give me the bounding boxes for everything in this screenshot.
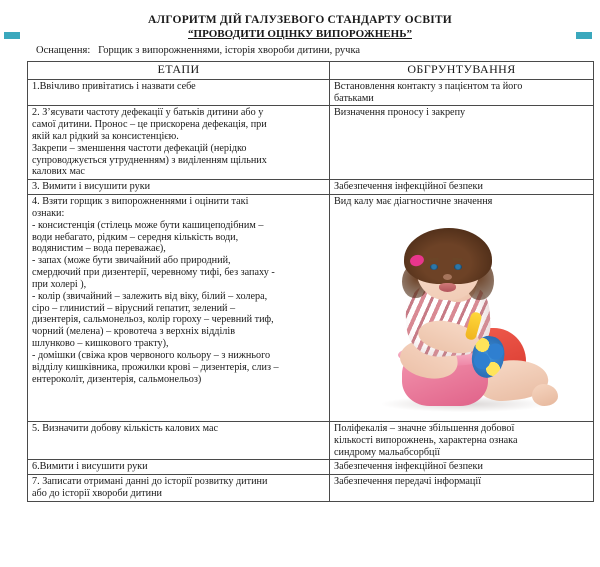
table-row	[28, 106, 594, 180]
etapy-line: при холері ),	[32, 278, 87, 290]
obgruntuvannya-line: Забезпечення передачі інформації	[334, 476, 482, 488]
etapy-line: - консистенція (стілець може бути кашицеподібним –	[32, 219, 264, 231]
etapy-lines	[32, 81, 326, 102]
spacer-line	[32, 435, 326, 444]
cell-etapy	[28, 475, 330, 502]
page-title: АЛГОРИТМ ДІЙ ГАЛУЗЕВОГО СТАНДАРТУ ОСВІТИ	[148, 14, 452, 26]
obgruntuvannya-line: Поліфекалія – значне збільшення добової	[334, 422, 515, 434]
etapy-line: якій кал рідкий за консистенцією.	[32, 131, 179, 142]
etapy-line: - колір (звичайний – залежить від віку, білий – холера,	[32, 290, 268, 302]
etapy-line: 7. Записати отримані данні до історії розвитку дитини	[32, 476, 268, 488]
etapy-lines	[32, 461, 326, 473]
cell-etapy	[28, 180, 330, 195]
obgruntuvannya-line: Встановлення контакту з пацієнтом та його	[334, 80, 523, 92]
etapy-line: водянистим – вода переважає),	[32, 243, 166, 255]
etapy-line: - домішки (свіжа кров червоного кольору – з нижнього	[32, 349, 271, 361]
table-row	[28, 460, 594, 475]
etapy-line: - запах (може бути звичайний або природний,	[32, 255, 231, 267]
cell-obgruntuvannya	[330, 421, 594, 459]
cell-obgruntuvannya	[330, 460, 594, 475]
cell-obgruntuvannya	[330, 79, 594, 106]
cell-etapy	[28, 460, 330, 475]
etapy-line: 5. Визначити добову кількість калових мас	[32, 422, 219, 434]
equipment-value: Горщик з випорожненнями, історія хвороби дитини, ручка	[98, 45, 361, 57]
algorithm-table	[27, 61, 594, 502]
obgruntuvannya-lines	[334, 181, 590, 193]
etapy-line: дизентерія, сальмонельоз, колір гороху – черевний тиф,	[32, 314, 274, 326]
etapy-line: сіро – глинистий – вірусний гепатит, зелений –	[32, 302, 236, 314]
etapy-line: 2. З’ясувати частоту дефекації у батьків дитини або у	[32, 107, 264, 119]
obgruntuvannya-line: батьками	[334, 92, 374, 104]
table-row	[28, 79, 594, 106]
child-eye-right	[454, 264, 462, 270]
cell-etapy	[28, 421, 330, 459]
etapy-line: шлунково – кишкового тракту),	[32, 338, 169, 350]
photo-container	[334, 208, 590, 420]
child-mouth	[439, 283, 456, 292]
etapy-line: чорний (мелена) – кровотеча з верхніх відділів	[32, 326, 235, 338]
obgruntuvannya-lines	[334, 423, 590, 458]
etapy-line: води небагато, рідким – середня кількість води,	[32, 231, 239, 243]
obgruntuvannya-line: кількості випорожнень, характерна ознака	[334, 434, 518, 446]
table-header-row	[28, 61, 594, 79]
etapy-line: 3. Вимити і висушити руки	[32, 181, 151, 193]
obgruntuvannya-lines	[334, 107, 590, 119]
column-header-etapy: ЕТАПИ	[28, 61, 330, 79]
equipment-line	[36, 45, 600, 58]
etapy-line: ентероколіт, дизентерія, сальмонельоз)	[32, 373, 202, 385]
obgruntuvannya-line: Забезпечення інфекційної безпеки	[334, 461, 483, 473]
subtitle-open-quote: “	[188, 27, 194, 40]
obgruntuvannya-line: Вид калу має діагностичне значення	[334, 196, 493, 208]
child-on-potty-photo	[346, 222, 584, 418]
etapy-line: відділу кишківника, прожилки крові – дизентерія, слиз –	[32, 361, 279, 373]
etapy-line: супроводжується утрудненням) з виділенням щільних	[32, 154, 267, 166]
cell-obgruntuvannya	[330, 475, 594, 502]
cell-etapy	[28, 195, 330, 422]
spacer-line	[32, 93, 326, 102]
cell-etapy	[28, 106, 330, 180]
obgruntuvannya-line: синдрому мальабсорбції	[334, 446, 441, 458]
cell-etapy	[28, 79, 330, 106]
etapy-lines	[32, 107, 326, 178]
equipment-label: Оснащення:	[36, 45, 91, 57]
cell-obgruntuvannya	[330, 180, 594, 195]
cell-obgruntuvannya	[330, 195, 594, 422]
table-row	[28, 475, 594, 502]
etapy-lines	[32, 476, 326, 500]
etapy-line: калових мас	[32, 166, 85, 178]
etapy-line: Закрепи – зменшення частоти дефекацій (нерідко	[32, 142, 247, 154]
child-right-foot	[532, 384, 558, 406]
document-page	[0, 14, 600, 567]
obgruntuvannya-lines	[334, 81, 590, 105]
page-subtitle	[40, 28, 560, 40]
subtitle-text: ПРОВОДИТИ ОЦІНКУ ВИПОРОЖНЕНЬ	[193, 27, 407, 40]
table-row	[28, 180, 594, 195]
child-eye-left	[430, 264, 438, 270]
etapy-line: самої дитини. Пронос – це прискорена дефекація, при	[32, 119, 267, 131]
etapy-line: 4. Взяти горщик з випорожненнями і оцінити такі	[32, 196, 249, 208]
obgruntuvannya-line: Визначення проносу і закрепу	[334, 107, 466, 119]
obgruntuvannya-lines	[334, 476, 590, 488]
subtitle-close-quote: ”	[406, 27, 412, 40]
etapy-line: або до історії хвороби дитини	[32, 488, 162, 500]
spacer-line	[32, 444, 326, 453]
cell-obgruntuvannya	[330, 106, 594, 180]
column-header-obgruntuvannya: ОБГРУНТУВАННЯ	[330, 61, 594, 79]
obgruntuvannya-line: Забезпечення інфекційної безпеки	[334, 181, 483, 193]
etapy-lines	[32, 181, 326, 193]
etapy-line: ознаки:	[32, 207, 65, 219]
etapy-lines	[32, 423, 326, 453]
teal-edge-mark-right	[576, 32, 592, 39]
table-row	[28, 421, 594, 459]
obgruntuvannya-lines	[334, 461, 590, 473]
etapy-line: смердючий при дизентерії, черевному тифі, без запаху -	[32, 267, 275, 279]
etapy-lines	[32, 196, 326, 385]
table-body	[28, 79, 594, 501]
etapy-line: 1.Ввічливо привітатись і назвати себе	[32, 80, 196, 92]
teal-edge-mark-left	[4, 32, 20, 39]
etapy-line: 6.Вимити і висушити руки	[32, 461, 148, 473]
obgruntuvannya-lines	[334, 196, 590, 208]
child-nose	[443, 274, 452, 280]
table-row	[28, 195, 594, 422]
